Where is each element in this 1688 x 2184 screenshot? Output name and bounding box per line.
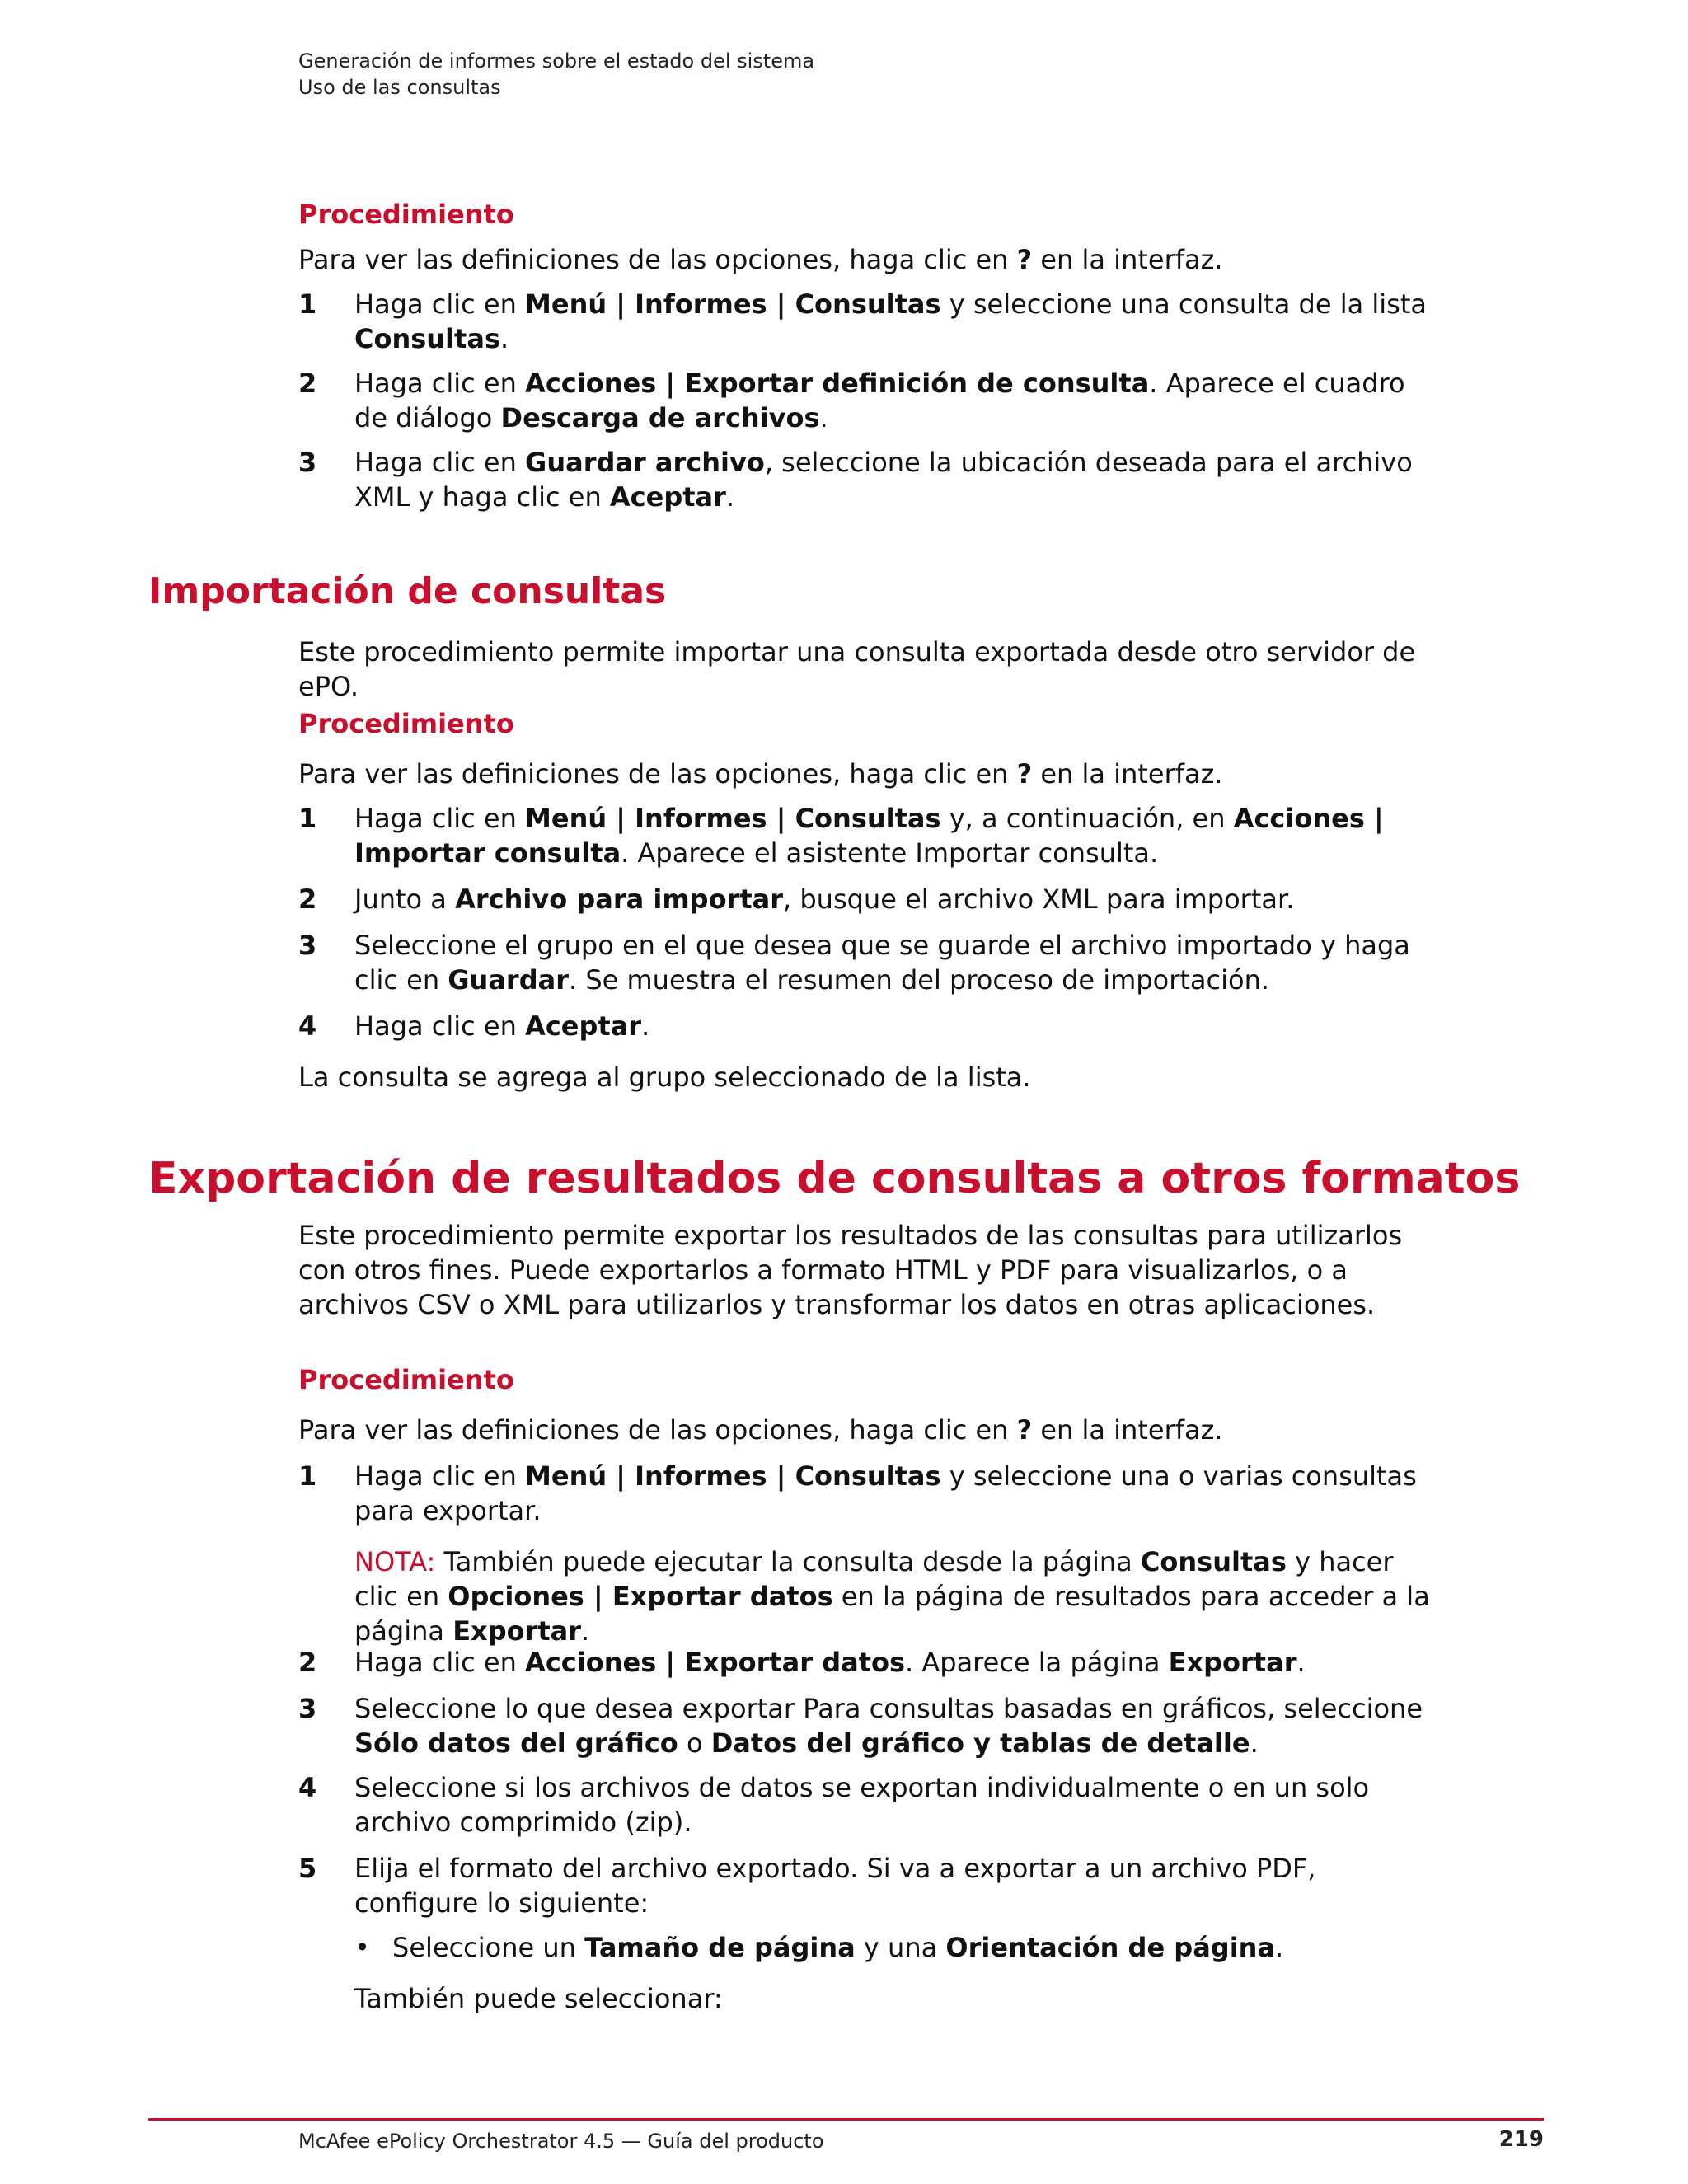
note-text: NOTA: También puede ejecutar la consulta desde la página Consultas y hacer clic en Opciones | Exportar datos en la página de resultados para acceder a la página Exportar. (354, 1546, 1430, 1647)
import-closing-text: La consulta se agrega al grupo seleccionado de la lista. (298, 1062, 1031, 1093)
step-text: Haga clic en Acciones | Exportar datos. Aparece la página Exportar. (354, 1647, 1306, 1678)
footer-page-number: 219 (1498, 2127, 1544, 2152)
step-number: 5 (298, 1853, 317, 1884)
section-title-export-results: Exportación de resultados de consultas a otros formatos (148, 1154, 1521, 1203)
step-text: Haga clic en Menú | Informes | Consultas y seleccione una consulta de la lista Consultas. (354, 288, 1427, 354)
step-text: Junto a Archivo para importar, busque el archivo XML para importar. (354, 883, 1295, 915)
running-header-section: Uso de las consultas (298, 76, 501, 99)
procedure-heading-export-results: Procedimiento (298, 1364, 514, 1395)
procedure-intro-import: Para ver las definiciones de las opciones, haga clic en ? en la interfaz. (298, 758, 1223, 790)
step-text: Haga clic en Aceptar. (354, 1010, 650, 1042)
step-text: Haga clic en Menú | Informes | Consultas y, a continuación, en Acciones | Importar consulta. Aparece el asistente Importar consulta. (354, 803, 1384, 869)
procedure-heading-export-definition: Procedimiento (298, 199, 514, 230)
procedure-heading-import: Procedimiento (298, 708, 514, 739)
step-number: 2 (298, 883, 317, 915)
step-number: 1 (298, 288, 317, 320)
step-text: Haga clic en Acciones | Exportar definición de consulta. Aparece el cuadro de diálogo Descarga de archivos. (354, 368, 1405, 434)
running-header-chapter: Generación de informes sobre el estado del sistema (298, 49, 815, 73)
export-results-trailing-text: También puede seleccionar: (354, 1983, 723, 2014)
step-text: Seleccione lo que desea exportar Para consultas basadas en gráficos, seleccione Sólo datos del gráfico o Datos del gráfico y tablas de detalle. (354, 1693, 1423, 1759)
step-number: 2 (298, 1647, 317, 1678)
step-text: Seleccione el grupo en el que desea que se guarde el archivo importado y haga clic en Guardar. Se muestra el resumen del proceso de importación. (354, 930, 1410, 996)
note-label: NOTA: (354, 1546, 436, 1577)
bullet-symbol: • (354, 1932, 370, 1963)
step-number: 3 (298, 930, 317, 961)
step-number: 2 (298, 368, 317, 399)
section-title-import: Importación de consultas (148, 570, 667, 612)
footer-product: McAfee ePolicy Orchestrator 4.5 — Guía del producto (298, 2130, 824, 2153)
bullet-text: Seleccione un Tamaño de página y una Orientación de página. (392, 1932, 1284, 1963)
step-text: Haga clic en Menú | Informes | Consultas y seleccione una o varias consultas para exportar. (354, 1460, 1417, 1526)
section-description-export-results: Este procedimiento permite exportar los resultados de las consultas para utilizarlos con otros fines. Puede exportarlos a formato HTML y PDF para visualizarlos, o a archivos CSV o XML para utilizarlos y transformar los datos en otras aplicaciones. (298, 1220, 1403, 1320)
step-number: 1 (298, 1460, 317, 1492)
step-text: Haga clic en Guardar archivo, seleccione la ubicación deseada para el archivo XML y haga clic en Aceptar. (354, 447, 1413, 513)
procedure-intro-export-results: Para ver las definiciones de las opciones, haga clic en ? en la interfaz. (298, 1414, 1223, 1446)
step-text: Seleccione si los archivos de datos se exportan individualmente o en un solo archivo comprimido (zip). (354, 1772, 1370, 1838)
step-number: 4 (298, 1772, 317, 1803)
step-number: 3 (298, 1693, 317, 1724)
section-description-import: Este procedimiento permite importar una consulta exportada desde otro servidor de ePO. (298, 636, 1416, 702)
step-number: 4 (298, 1010, 317, 1042)
step-number: 1 (298, 803, 317, 834)
step-text: Elija el formato del archivo exportado. Si va a exportar a un archivo PDF, configure lo siguiente: (354, 1853, 1316, 1919)
running-header (298, 48, 814, 101)
step-number: 3 (298, 447, 317, 478)
footer-rule (148, 2118, 1544, 2121)
procedure-intro-export-definition: Para ver las definiciones de las opciones, haga clic en ? en la interfaz. (298, 244, 1223, 275)
